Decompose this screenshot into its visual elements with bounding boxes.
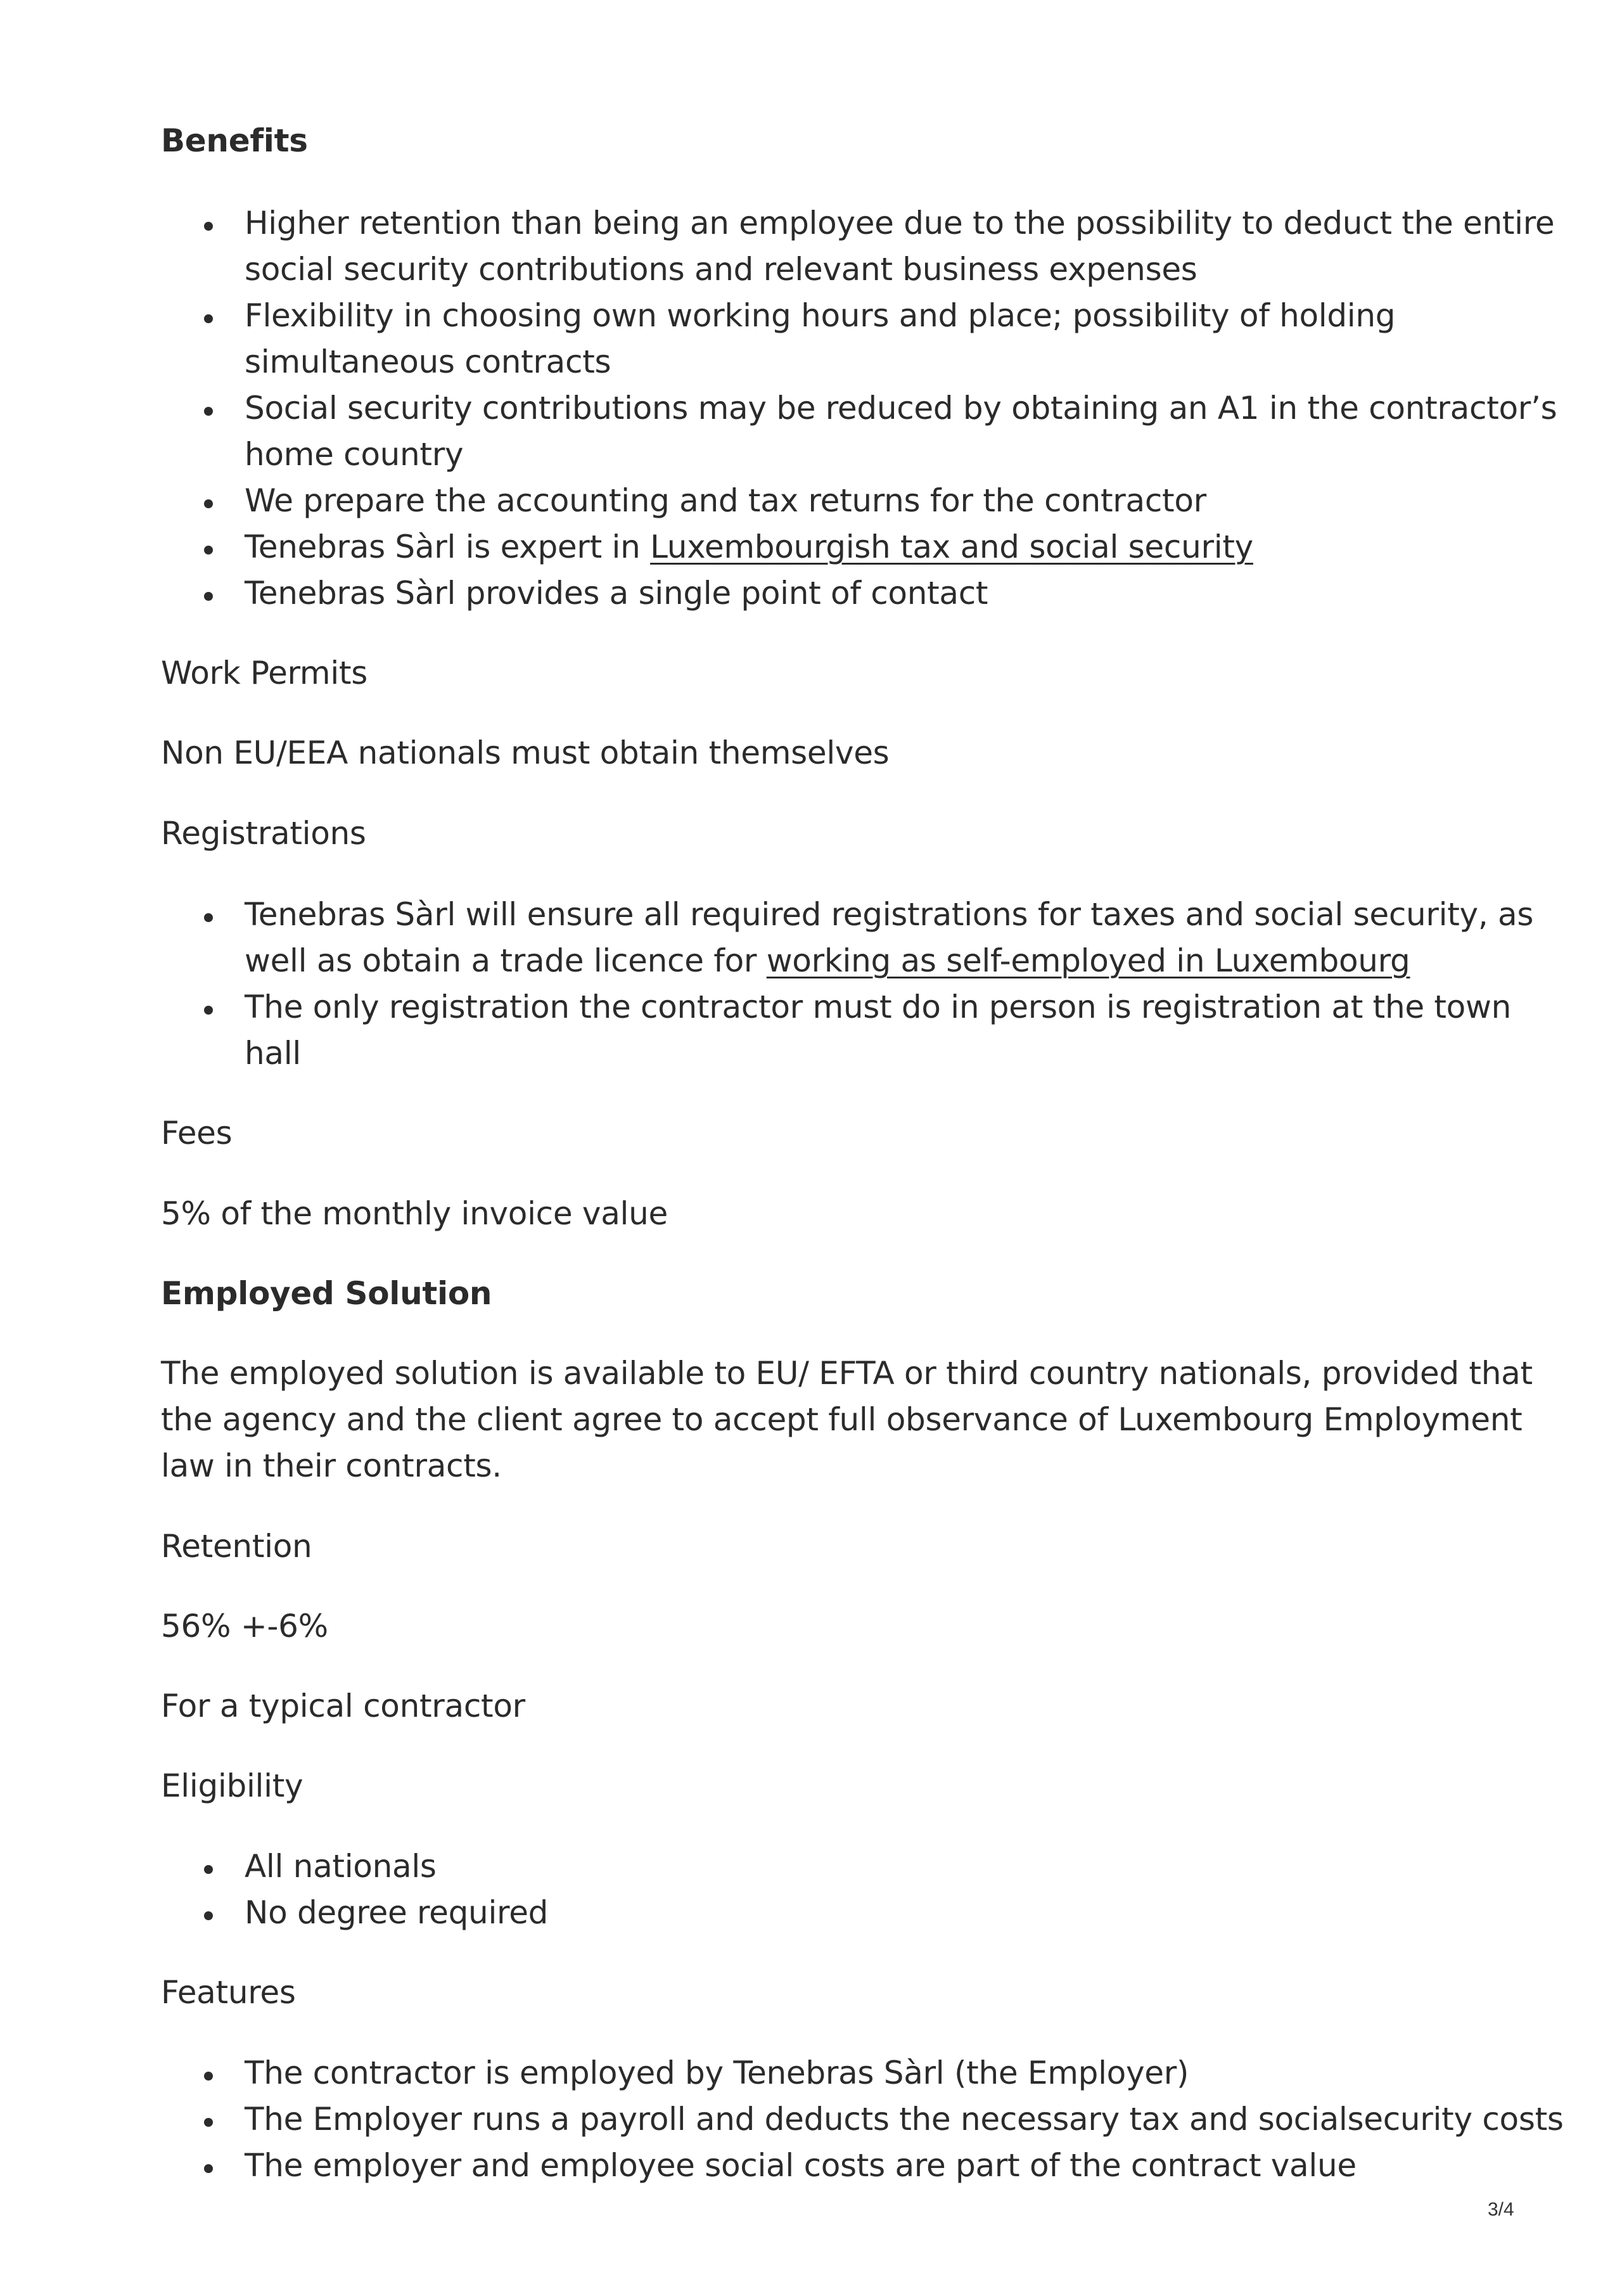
retention-note: For a typical contractor bbox=[161, 1688, 525, 1724]
fees-text: 5% of the monthly invoice value bbox=[161, 1195, 668, 1232]
employed-solution-paragraph-line-3: law in their contracts. bbox=[161, 1447, 502, 1484]
employed-solution-paragraph-line-2: the agency and the client agree to accept full observance of Luxembourg Employment bbox=[161, 1401, 1523, 1438]
bullet-icon bbox=[204, 1006, 213, 1015]
registrations-heading: Registrations bbox=[161, 815, 366, 852]
benefits-heading: Benefits bbox=[161, 122, 308, 159]
bullet-icon bbox=[204, 913, 213, 922]
bullet-icon bbox=[204, 314, 213, 323]
bullet-icon bbox=[204, 2072, 213, 2081]
eligibility-item-1: All nationals bbox=[245, 1848, 437, 1885]
bullet-icon bbox=[204, 592, 213, 601]
bullet-icon bbox=[204, 1865, 213, 1874]
features-heading: Features bbox=[161, 1974, 296, 2011]
feature-item-1: The contractor is employed by Tenebras Sàrl (the Employer) bbox=[245, 2055, 1189, 2091]
page-number: 3/4 bbox=[1488, 2199, 1514, 2220]
employed-solution-paragraph-line-1: The employed solution is available to EU/ EFTA or third country nationals, provided that bbox=[161, 1355, 1533, 1392]
bullet-icon bbox=[204, 1911, 213, 1920]
benefit-item-6: Tenebras Sàrl provides a single point of contact bbox=[245, 575, 988, 612]
registration-item-2-line-2: hall bbox=[245, 1035, 301, 1072]
eligibility-item-2: No degree required bbox=[245, 1894, 549, 1931]
luxembourgish-tax-link[interactable]: Luxembourgish tax and social security bbox=[650, 529, 1253, 565]
bullet-icon bbox=[204, 499, 213, 508]
retention-heading: Retention bbox=[161, 1528, 312, 1565]
work-permits-text: Non EU/EEA nationals must obtain themselves bbox=[161, 734, 890, 771]
work-permits-heading: Work Permits bbox=[161, 655, 367, 691]
benefit-item-5 bbox=[245, 524, 1253, 570]
feature-item-3: The employer and employee social costs are part of the contract value bbox=[245, 2147, 1357, 2184]
benefit-item-3-line-2: home country bbox=[245, 436, 464, 473]
benefit-item-4: We prepare the accounting and tax returns for the contractor bbox=[245, 482, 1206, 519]
bullet-icon bbox=[204, 2164, 213, 2173]
feature-item-2: The Employer runs a payroll and deducts the necessary tax and socialsecurity costs bbox=[245, 2101, 1564, 2138]
retention-value: 56% +-6% bbox=[161, 1608, 328, 1645]
registration-item-1-line-2 bbox=[245, 938, 1410, 984]
bullet-icon bbox=[204, 407, 213, 416]
registration-item-1-line-1: Tenebras Sàrl will ensure all required registrations for taxes and social security, as bbox=[245, 896, 1534, 933]
benefit-item-3-line-1: Social security contributions may be reduced by obtaining an A1 in the contractor’s bbox=[245, 390, 1557, 426]
benefit-item-2-line-2: simultaneous contracts bbox=[245, 343, 611, 380]
bullet-icon bbox=[204, 546, 213, 555]
bullet-icon bbox=[204, 222, 213, 231]
benefit-item-1-line-2: social security contributions and relevant business expenses bbox=[245, 251, 1197, 288]
fees-heading: Fees bbox=[161, 1115, 233, 1151]
registration-item-2-line-1: The only registration the contractor must do in person is registration at the town bbox=[245, 989, 1511, 1025]
benefit-item-2-line-1: Flexibility in choosing own working hours and place; possibility of holding bbox=[245, 297, 1396, 334]
benefit-item-1-line-1: Higher retention than being an employee due to the possibility to deduct the entire bbox=[245, 205, 1555, 241]
registration-item-1-text: well as obtain a trade licence for bbox=[245, 942, 767, 979]
benefit-item-5-text: Tenebras Sàrl is expert in bbox=[245, 529, 651, 565]
eligibility-heading: Eligibility bbox=[161, 1767, 303, 1804]
bullet-icon bbox=[204, 2118, 213, 2127]
self-employed-luxembourg-link[interactable]: working as self-employed in Luxembourg bbox=[766, 942, 1410, 979]
employed-solution-heading: Employed Solution bbox=[161, 1275, 492, 1312]
